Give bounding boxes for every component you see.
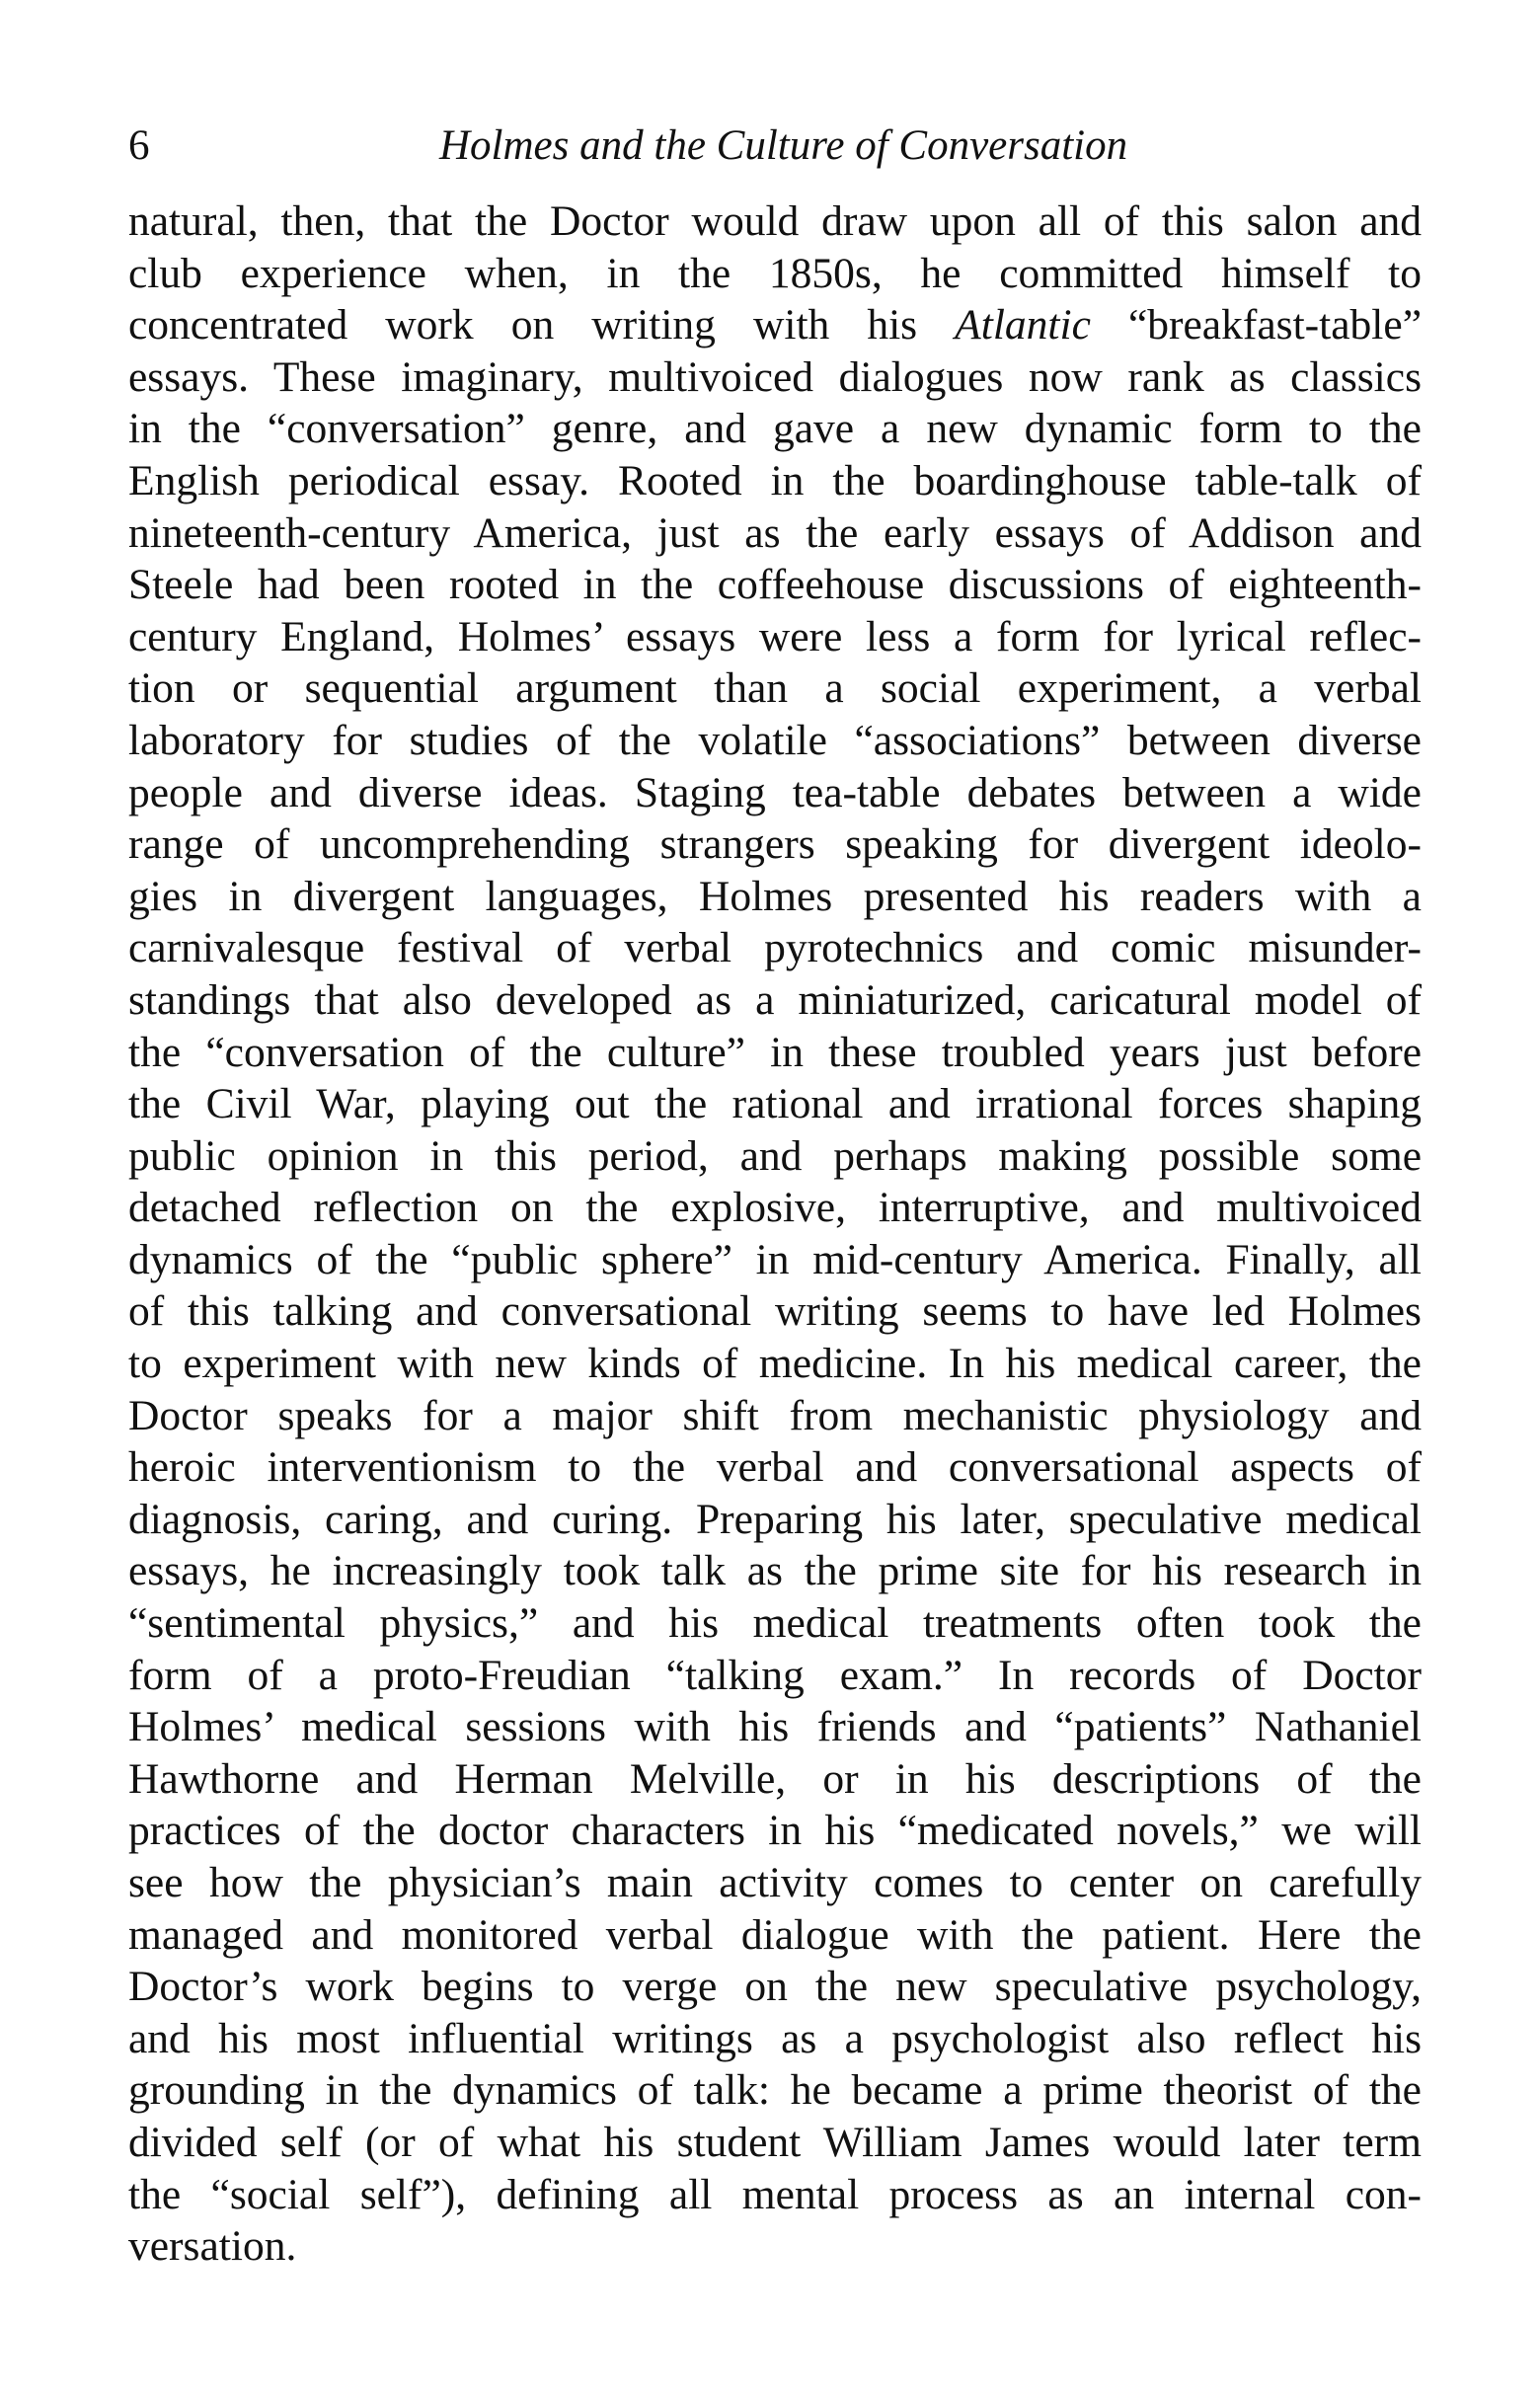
text-line: nineteenth-century America, just as the early essays of Addison and (128, 508, 1422, 557)
text-line: gies in divergent languages, Holmes presented his readers with a (128, 872, 1422, 920)
text-line: dynamics of the “public sphere” in mid-century America. Finally, all (128, 1235, 1422, 1283)
text-line: century England, Holmes’ essays were less a form for lyrical reflec- (128, 612, 1422, 660)
text-line: standings that also developed as a miniaturized, caricatural model of (128, 975, 1422, 1024)
text-line: people and diverse ideas. Staging tea-table debates between a wide (128, 768, 1422, 816)
text-line: practices of the doctor characters in his “medicated novels,” we will (128, 1807, 1422, 1855)
text-line: range of uncomprehending strangers speaking for divergent ideolo- (128, 820, 1422, 869)
text-line: and his most influential writings as a psychologist also reflect his (128, 2014, 1422, 2062)
text-line: detached reflection on the explosive, interruptive, and multivoiced (128, 1184, 1422, 1232)
text-line: to experiment with new kinds of medicine. In his medical career, the (128, 1340, 1422, 1388)
text-line: laboratory for studies of the volatile “associations” between diverse (128, 716, 1422, 764)
body-paragraph (128, 195, 1422, 2273)
text-line: “sentimental physics,” and his medical treatments often took the (128, 1599, 1422, 1648)
text-line: public opinion in this period, and perhaps making possible some (128, 1131, 1422, 1180)
running-head (128, 116, 1422, 176)
text-line: see how the physician’s main activity comes to center on carefully (128, 1859, 1422, 1906)
text-line: heroic interventionism to the verbal and conversational aspects of (128, 1443, 1422, 1492)
text-line: Doctor speaks for a major shift from mechanistic physiology and (128, 1391, 1422, 1439)
text-line: carnivalesque festival of verbal pyrotechnics and comic misunder- (128, 924, 1422, 972)
page-number: 6 (128, 122, 150, 169)
running-title: Holmes and the Culture of Conversation (439, 122, 1128, 169)
text-line: managed and monitored verbal dialogue with the patient. Here the (128, 1910, 1422, 1959)
text-line: divided self (or of what his student William James would later term (128, 2118, 1422, 2166)
text-line: the “conversation of the culture” in these troubled years just before (128, 1028, 1422, 1076)
text-line: diagnosis, caring, and curing. Preparing his later, speculative medical (128, 1495, 1422, 1543)
text-line: concentrated work on writing with his Atlantic “breakfast-table” (128, 301, 1422, 349)
text-line: tion or sequential argument than a social experiment, a verbal (128, 664, 1422, 713)
text-line: grounding in the dynamics of talk: he became a prime theorist of the (128, 2066, 1422, 2115)
text-line: of this talking and conversational writing seems to have led Holmes (128, 1287, 1422, 1336)
text-line: versation. (128, 2222, 297, 2271)
text-line: Doctor’s work begins to verge on the new speculative psychology, (128, 1963, 1422, 2011)
text-line: Steele had been rooted in the coffeehouse discussions of eighteenth- (128, 561, 1422, 609)
italic-title: Atlantic (955, 301, 1091, 349)
text-line: the “social self”), defining all mental process as an internal con- (128, 2170, 1422, 2218)
text-line: essays. These imaginary, multivoiced dialogues now rank as classics (128, 352, 1422, 401)
text-line: form of a proto-Freudian “talking exam.” In records of Doctor (128, 1651, 1422, 1699)
text-line: essays, he increasingly took talk as the prime site for his research in (128, 1547, 1422, 1595)
text-line: in the “conversation” genre, and gave a new dynamic form to the (128, 405, 1422, 453)
text-line: Hawthorne and Herman Melville, or in his descriptions of the (128, 1754, 1422, 1803)
text-line: club experience when, in the 1850s, he committed himself to (128, 249, 1422, 297)
text-line: natural, then, that the Doctor would draw upon all of this salon and (128, 197, 1422, 245)
text-line: English periodical essay. Rooted in the boardinghouse table-talk of (128, 456, 1422, 504)
text-line: the Civil War, playing out the rational and irrational forces shaping (128, 1080, 1422, 1128)
text-line: Holmes’ medical sessions with his friends and “patients” Nathaniel (128, 1703, 1422, 1751)
